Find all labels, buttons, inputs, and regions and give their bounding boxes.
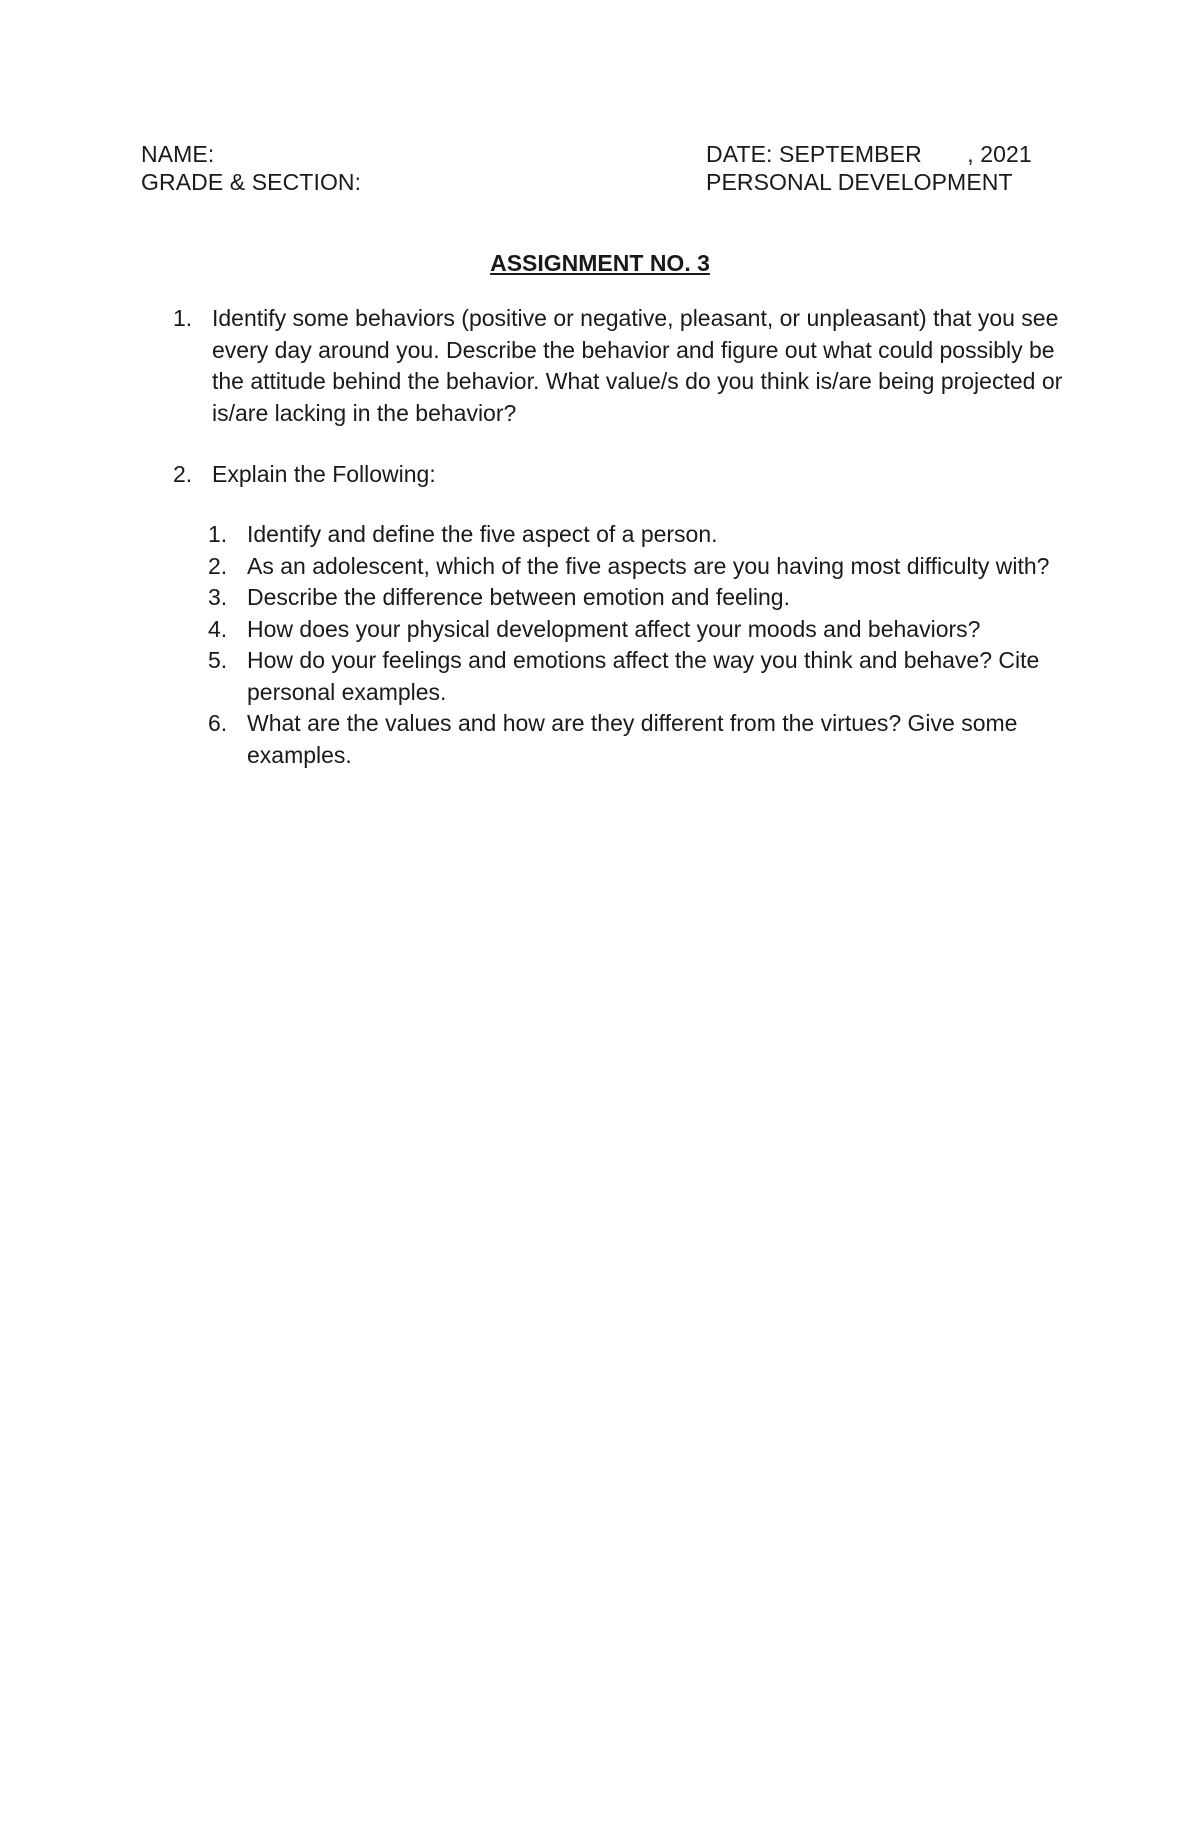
sub-question-text: Describe the difference between emotion and feeling. [247,584,790,610]
sub-question-number: 3. [208,584,228,610]
question-text: Explain the Following: [212,461,436,487]
sub-question-text: How do your feelings and emotions affect the way you think and behave? Cite personal examples. [247,647,1040,705]
sub-question-number: 2. [208,552,228,579]
sub-question-number: 1. [208,521,228,547]
sub-question-number: 5. [208,647,228,673]
sub-question-text: What are the values and how are they different from the virtues? Give some examples. [247,710,1018,768]
question-1 [173,303,1073,429]
subject-label: PERSONAL DEVELOPMENT [706,169,1013,195]
sub-question-text: Identify and define the five aspect of a person. [247,521,718,547]
question-number: 2. [173,461,193,487]
date-label: DATE: SEPTEMBER , 2021 [706,141,1032,167]
sub-question-list [208,519,1088,771]
sub-question-6 [208,708,1088,771]
sub-question-5 [208,645,1088,708]
sub-question-text: As an adolescent, which of the five aspects are you having most difficulty with? [247,552,1050,579]
sub-question-3 [208,582,1088,614]
sub-question-2 [208,551,1088,583]
assignment-title: ASSIGNMENT NO. 3 [490,250,710,276]
name-label: NAME: [141,141,215,167]
sub-question-number: 6. [208,710,228,736]
grade-section-label: GRADE & SECTION: [141,169,362,195]
sub-question-number: 4. [208,615,228,642]
sub-question-4 [208,614,1088,646]
question-text: Identify some behaviors (positive or negative, pleasant, or unpleasant) that you see every day around you. Describe the behavior and figure out what could possibly be the attitude behind the behavior. What value/s do you think is/are being projected or is/are lacking in the behavior? [212,305,1063,426]
question-2 [173,459,1073,491]
sub-question-text: How does your physical development affect your moods and behaviors? [247,615,981,642]
question-number: 1. [173,305,193,331]
sub-question-1 [208,519,1088,551]
